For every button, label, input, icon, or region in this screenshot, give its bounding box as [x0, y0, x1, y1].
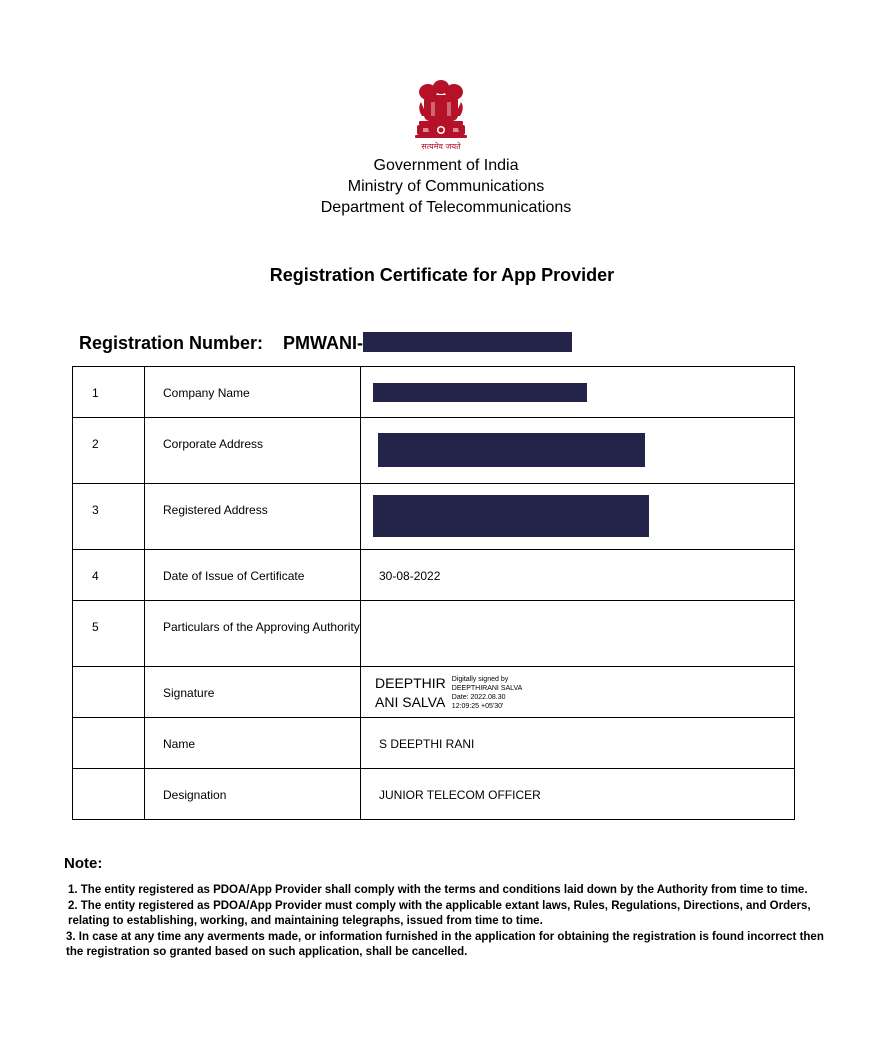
signature-meta-line2: DEEPTHIRANI SALVA	[451, 685, 523, 692]
digital-signature	[373, 667, 794, 712]
signature-name-line2: ANI SALVA	[375, 694, 446, 710]
table-row	[73, 769, 795, 820]
table-row	[73, 667, 795, 718]
row-number: 3	[92, 503, 99, 517]
emblem-motto: सत्यमेव जयते	[421, 142, 461, 151]
designation-value: JUNIOR TELECOM OFFICER	[379, 788, 541, 802]
field-company-name: Company Name	[163, 386, 250, 400]
table-row	[73, 601, 795, 667]
name-value: S DEEPTHI RANI	[379, 737, 475, 751]
table-row	[73, 418, 795, 484]
field-signature: Signature	[163, 686, 215, 700]
signature-meta-line3: Date: 2022.08.30	[451, 694, 506, 701]
field-date-of-issue: Date of Issue of Certificate	[163, 569, 305, 583]
table-row	[73, 484, 795, 550]
row-number: 2	[92, 437, 99, 451]
header-government: Government of India	[373, 157, 519, 174]
signature-meta-line1: Digitally signed by	[451, 676, 509, 683]
notes-list	[64, 883, 824, 961]
note-item: 3. In case at any time any averments made, or information furnished in the application for obtaining the registration is found incorrect then the registration so granted based on such application, shall be cancelled.	[66, 930, 824, 958]
field-approving-authority: Particulars of the Approving Authority	[163, 620, 360, 634]
redaction-bar	[378, 433, 645, 467]
registration-number	[79, 332, 572, 354]
field-designation: Designation	[163, 788, 227, 802]
registration-number-label: Registration Number:	[79, 333, 264, 353]
field-corporate-address: Corporate Address	[163, 437, 264, 451]
certificate-details-table	[72, 366, 795, 820]
registration-number-prefix: PMWANI-	[283, 333, 364, 353]
signature-name-line1: DEEPTHIR	[375, 675, 446, 691]
note-item: 2. The entity registered as PDOA/App Provider must comply with the applicable extant laws, Rules, Regulations, Directions, and Orders, relating to establishing, working, and maintaining telegraphs, issued from time to time.	[68, 899, 811, 927]
row-number: 4	[92, 569, 99, 583]
certificate-title: Registration Certificate for App Provider	[269, 265, 615, 285]
field-registered-address: Registered Address	[163, 503, 268, 517]
header-department: Department of Telecommunications	[320, 199, 572, 216]
row-number: 1	[92, 386, 99, 400]
table-row	[73, 718, 795, 769]
state-emblem-of-india-icon	[401, 78, 481, 152]
redaction-bar	[363, 332, 572, 352]
date-of-issue-value: 30-08-2022	[379, 569, 441, 583]
signature-meta-line4: 12:09:25 +05'30'	[451, 703, 504, 710]
header-ministry: Ministry of Communications	[347, 178, 545, 195]
table-row	[73, 367, 795, 418]
row-number: 5	[92, 620, 99, 634]
field-name: Name	[163, 737, 196, 751]
table-row	[73, 550, 795, 601]
redaction-bar	[373, 383, 587, 402]
note-item: 1. The entity registered as PDOA/App Provider shall comply with the terms and conditions laid down by the Authority from time to time.	[68, 884, 808, 896]
redaction-bar	[373, 495, 649, 537]
note-title: Note:	[64, 855, 103, 872]
